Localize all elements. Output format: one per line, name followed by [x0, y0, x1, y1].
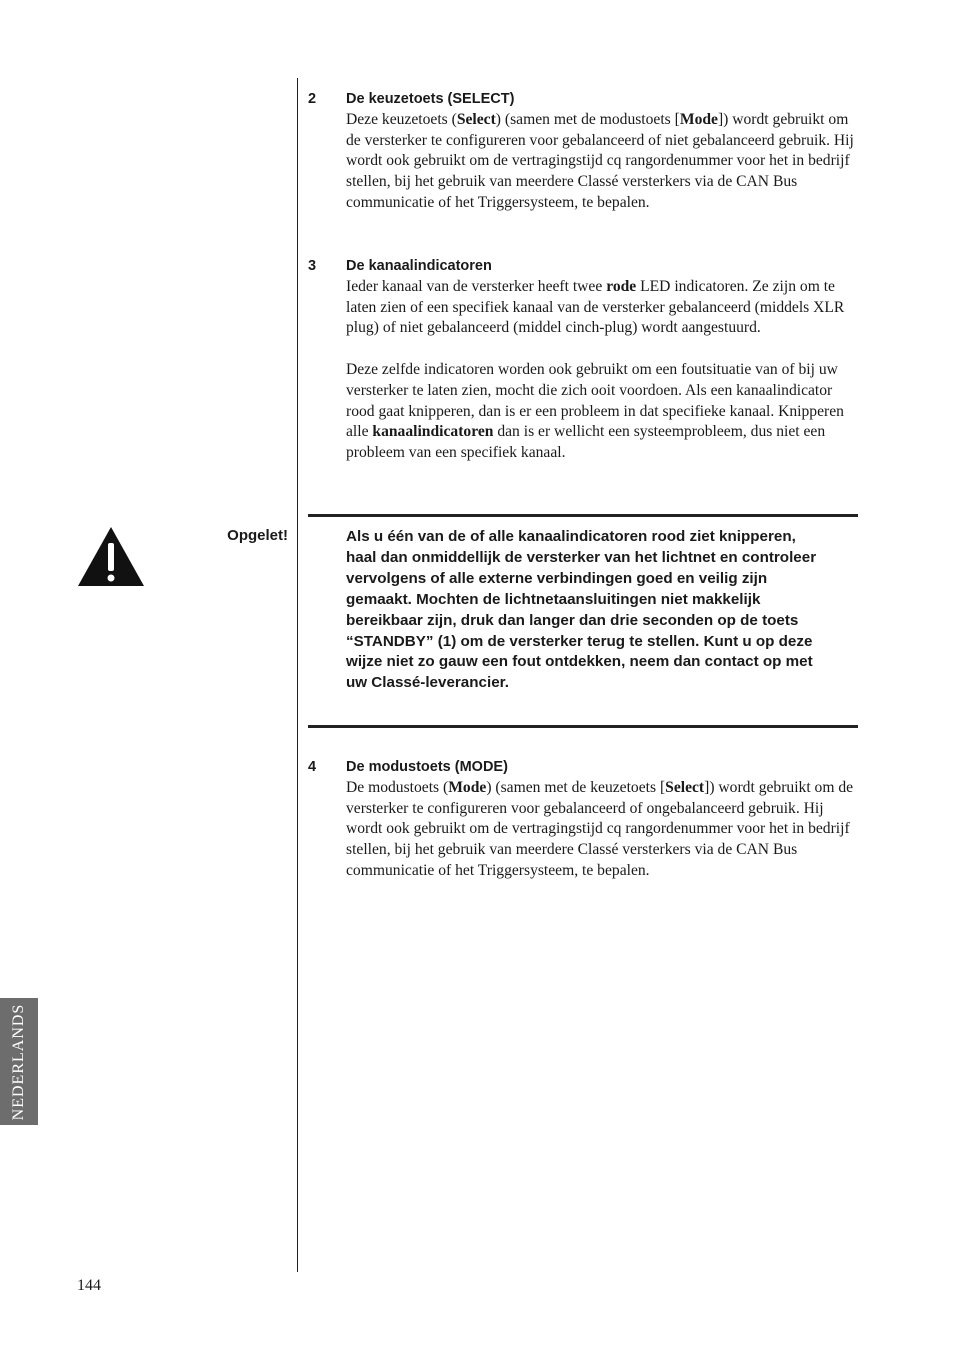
section-paragraph: Deze keuzetoets (Select) (samen met de modustoets [Mode]) wordt gebruikt om de versterker te configureren voor gebalanceerd of niet gebalanceerd gebruik. Hij wordt ook gebruikt om de vertragingstijd cq rangordenummer voor het in bedrijf stellen, bij het gebruik van meerdere Classé versterkers via de CAN Bus communicatie of het Triggersysteem, te bepalen.	[346, 110, 854, 211]
language-tab-label: NEDERLANDS	[10, 1003, 27, 1120]
emphasis-text: Mode	[679, 110, 718, 128]
emphasis-text: Select	[456, 110, 496, 128]
section-number: 3	[308, 258, 317, 274]
section-heading: De keuzetoets (SELECT)	[346, 91, 515, 107]
section-paragraph: Ieder kanaal van de versterker heeft twee rode LED indicatoren. Ze zijn om te laten zien of een specifiek kanaal van de versterker gebalanceerd (middels XLR plug) of niet gebalanceerd (middel cinch-plug) wordt aangestuurd.	[346, 277, 845, 337]
page-number: 144	[77, 1277, 101, 1294]
section-select	[308, 89, 860, 214]
emphasis-text: kanaalindicatoren	[372, 423, 494, 441]
section-channel-indicators	[308, 256, 860, 464]
section-heading: De modustoets (MODE)	[346, 759, 508, 775]
section-mode	[308, 757, 860, 882]
warning-top-rule	[308, 514, 858, 517]
warning-label: Opgelet!	[227, 527, 288, 544]
section-number: 4	[308, 759, 317, 775]
section-heading: De kanaalindicatoren	[346, 258, 492, 274]
column-divider	[297, 78, 298, 1272]
warning-bottom-rule	[308, 725, 858, 728]
section-paragraph: Deze zelfde indicatoren worden ook gebruikt om een foutsituatie van of bij uw versterker te laten zien, mocht die zich ooit voordoen. Als een kanaalindicator rood gaat knipperen, dan is er een probleem in dat specifieke kanaal. Knipperen alle kanaalindicatoren dan is er wellicht een systeemprobleem, dus niet een probleem van een specifiek kanaal.	[346, 360, 844, 462]
section-number: 2	[308, 91, 317, 107]
language-tab	[0, 998, 38, 1125]
section-paragraph: De modustoets (Mode) (samen met de keuzetoets [Select]) wordt gebruikt om de versterker te configureren voor gebalanceerd of ongebalanceerd gebruik. Hij wordt ook gebruikt om de vertragingstijd cq rangordenummer voor het in bedrijf stellen, bij het gebruik van meerdere Classé versterkers via de CAN Bus communicatie of het Triggersysteem, te bepalen.	[346, 778, 854, 879]
emphasis-text: Select	[665, 778, 705, 796]
warning-text: Als u één van de of alle kanaalindicatoren rood ziet knipperen, haal dan onmiddellijk de versterker van het lichtnet en controleer vervolgens of alle externe verbindingen goed en veilig zijn gemaakt. Mochten de lichtnetaansluitingen niet makkelijk bereikbaar zijn, druk dan langer dan drie seconden op de toets “STANDBY” (1) om de versterker terug te stellen. Kunt u op deze wijze niet zo gauw een fout ontdekken, neem dan contact op met uw Classé-leverancier.	[346, 528, 817, 692]
emphasis-text: rode	[606, 277, 637, 295]
warning-triangle-icon	[76, 525, 146, 588]
emphasis-text: Mode	[448, 778, 487, 796]
